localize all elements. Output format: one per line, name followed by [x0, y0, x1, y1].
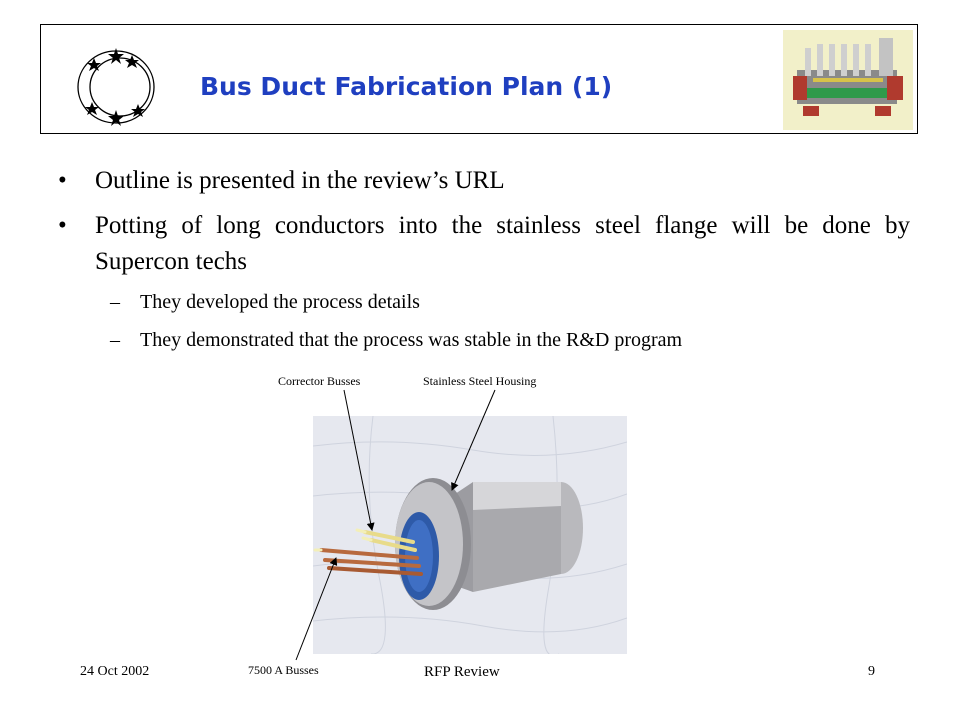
- footer-center-label: RFP Review: [424, 664, 500, 680]
- sub-bullet-2: [110, 327, 682, 353]
- bus-duct-flange-photo: [313, 416, 627, 654]
- footer-date: 24 Oct 2002: [80, 664, 150, 679]
- bullet-text-2: Potting of long conductors into the stainless steel flange will be done by Supercon techs: [95, 212, 910, 275]
- page-number: 9: [868, 664, 875, 679]
- ring-stars-logo-icon: [76, 46, 162, 128]
- slide-title: Bus Duct Fabrication Plan (1): [200, 72, 613, 101]
- sub-bullet-dash-2: –: [110, 329, 120, 351]
- sub-bullet-1: [110, 289, 420, 315]
- bullet-marker-1: •: [58, 167, 67, 194]
- sub-bullet-text-1: They developed the process details: [140, 291, 420, 313]
- callout-7500a-busses: 7500 A Busses: [248, 663, 319, 677]
- bullet-marker-2: •: [58, 212, 67, 239]
- callout-stainless-steel-housing: Stainless Steel Housing: [423, 374, 537, 388]
- callout-corrector-busses: Corrector Busses: [278, 374, 361, 388]
- sub-bullet-dash-1: –: [110, 291, 120, 313]
- bullet-text-1: Outline is presented in the review’s URL: [95, 167, 505, 194]
- sub-bullet-text-2: They demonstrated that the process was stable in the R&D program: [140, 329, 683, 351]
- magnet-assembly-thumbnail: [783, 30, 913, 130]
